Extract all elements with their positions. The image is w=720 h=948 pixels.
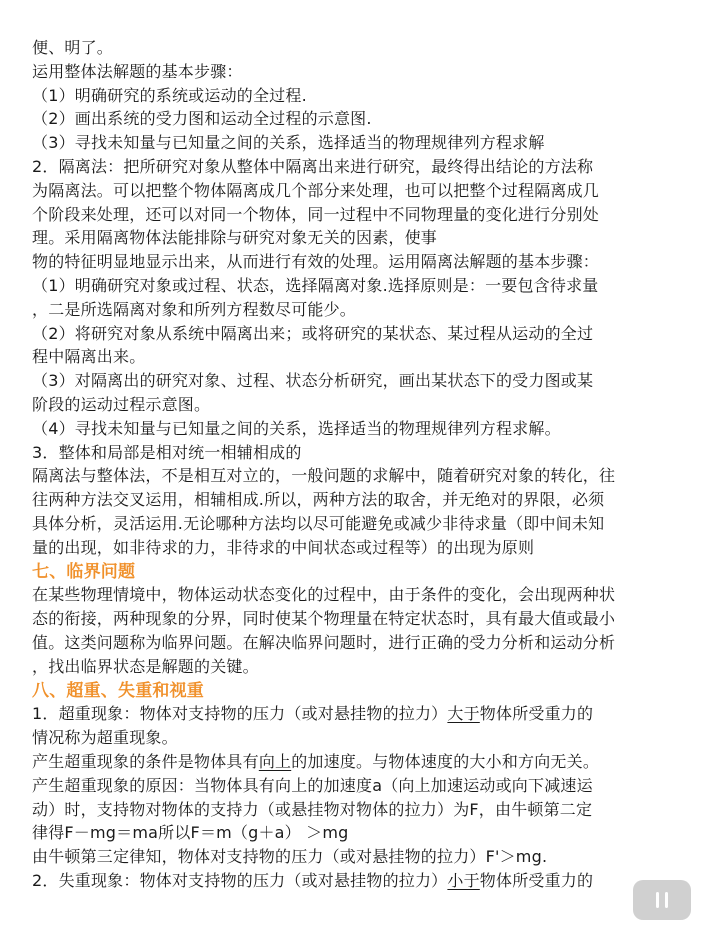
text-line: 产生超重现象的原因：当物体具有向上的加速度a（向上加速运动或向下减速运: [32, 775, 593, 795]
text-line: 往两种方法交叉运用，相辅相成.所以，两种方法的取舍，并无绝对的界限，必须: [32, 490, 605, 510]
text-line: 运用整体法解题的基本步骤：: [32, 61, 243, 81]
text-line: 律得F－mg＝ma所以F＝m（g＋a） ＞mg: [32, 823, 349, 843]
text-segment: 1．超重现象：物体对支持物的压力（或对悬挂物的拉力）: [32, 704, 448, 724]
text-line: 在某些物理情境中，物体运动状态变化的过程中，由于条件的变化，会出现两种状: [32, 585, 616, 605]
text-line: 个阶段来处理，还可以对同一个物体，同一过程中不同物理量的变化进行分别处: [32, 204, 600, 224]
section-heading: 八、超重、失重和视重: [32, 680, 204, 701]
text-line: 具体分析，灵活运用.无论哪种方法均以尽可能避免或减少非待求量（即中间未知: [32, 514, 605, 533]
text-line: 便、明了。: [32, 38, 114, 57]
text-line: 量的出现，如非待求的力，非待求的中间状态或过程等）的出现为原则: [32, 537, 535, 557]
text-line: 态的衔接，两种现象的分界，同时使某个物理量在特定状态时，具有最大值或最小: [32, 609, 616, 629]
text-line: （3）寻找未知量与已知量之间的关系，选择适当的物理规律列方程求解: [32, 133, 545, 153]
text-line: 3．整体和局部是相对统一相辅相成的: [32, 442, 302, 462]
text-line: ，二是所选隔离对象和所列方程数尽可能少。: [32, 299, 357, 319]
text-line: 2．隔离法：把所研究对象从整体中隔离出来进行研究，最终得出结论的方法称: [32, 157, 594, 176]
underlined-term: 小于: [447, 871, 480, 890]
text-line: 程中隔离出来。: [32, 347, 146, 367]
text-line: [32, 750, 692, 774]
text-line: 值。这类问题称为临界问题。在解决临界问题时，进行正确的受力分析和运动分析: [32, 633, 616, 652]
text-line: 为隔离法。可以把整个物体隔离成几个部分来处理，也可以把整个过程隔离成几: [32, 180, 600, 200]
text-line: [32, 869, 692, 893]
text-line: [32, 702, 692, 726]
text-line: 物的特征明显地显示出来，从而进行有效的处理。运用隔离法解题的基本步骤：: [32, 252, 600, 272]
text-line: ，找出临界状态是解题的关键。: [32, 656, 259, 676]
text-line: 隔离法与整体法，不是相互对立的，一般问题的求解中，随着研究对象的转化，往: [32, 466, 616, 486]
text-line: （4）寻找未知量与已知量之间的关系，选择适当的物理规律列方程求解。: [32, 418, 561, 438]
text-segment: 2．失重现象：物体对支持物的压力（或对悬挂物的拉力）: [32, 871, 448, 890]
section-heading: 七、临界问题: [32, 561, 136, 582]
text-line: （2）画出系统的受力图和运动全过程的示意图.: [32, 109, 372, 129]
text-segment: 物体所受重力的: [479, 704, 594, 724]
text-line: （2）将研究对象从系统中隔离出来；或将研究的某状态、某过程从运动的全过: [32, 323, 594, 343]
scroll-handle[interactable]: [633, 880, 691, 920]
scroll-handle-grip-right: [665, 892, 668, 908]
text-line: 阶段的运动过程示意图。: [32, 395, 211, 414]
text-segment: 的加速度。与物体速度的大小和方向无关。: [291, 752, 600, 771]
underlined-term: 大于: [447, 704, 480, 724]
text-line: 理。采用隔离物体法能排除与研究对象无关的因素，使事: [32, 228, 438, 248]
text-line: （1）明确研究的系统或运动的全过程.: [32, 85, 307, 105]
text-line: （1）明确研究对象或过程、状态，选择隔离对象.选择原则是：一要包含待求量: [32, 276, 599, 295]
text-line: 由牛顿第三定律知，物体对支持物的压力（或对悬挂物的拉力）F'＞mg.: [32, 847, 548, 867]
text-line: （3）对隔离出的研究对象、过程、状态分析研究，画出某状态下的受力图或某: [32, 371, 594, 391]
text-segment: 产生超重现象的条件是物体具有: [32, 752, 259, 771]
scroll-handle-grip-left: [656, 892, 659, 908]
underlined-term: 向上: [258, 752, 292, 771]
text-line: 情况称为超重现象。: [32, 728, 178, 748]
text-line: 动）时，支持物对物体的支持力（或悬挂物对物体的拉力）为F，由牛顿第二定: [32, 799, 593, 819]
text-segment: 物体所受重力的: [479, 871, 594, 890]
